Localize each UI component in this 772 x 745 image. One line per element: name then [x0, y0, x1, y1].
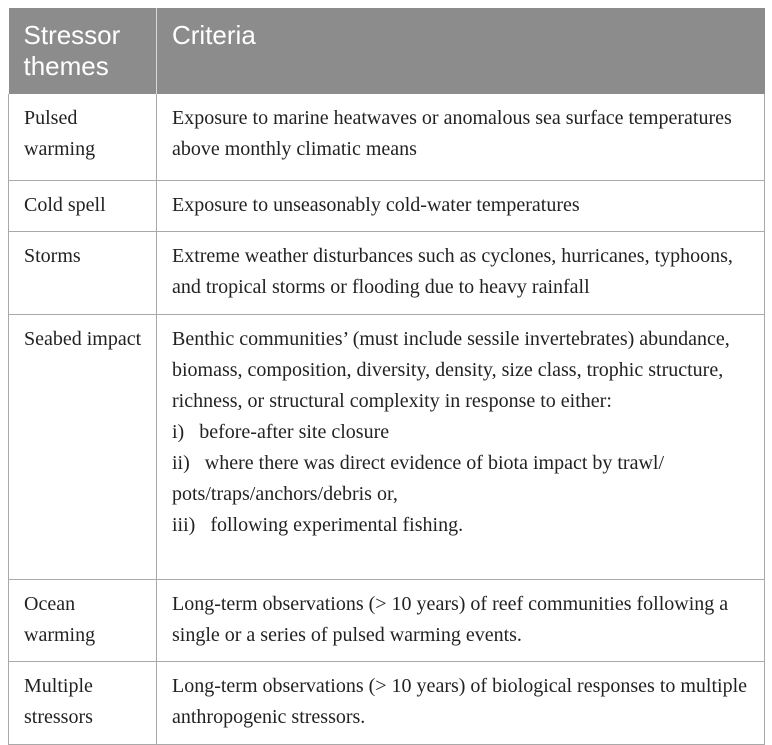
- criteria-cell: Long-term observations (> 10 years) of biological responses to multiple anthropogenic stressors.: [157, 661, 765, 744]
- theme-cell: Storms: [9, 231, 157, 314]
- theme-cell: Pulsed warming: [9, 94, 157, 180]
- theme-cell: Multiple stressors: [9, 661, 157, 744]
- header-criteria: Criteria: [157, 8, 765, 94]
- stressor-criteria-table: [8, 8, 765, 745]
- theme-cell: Seabed impact: [9, 314, 157, 579]
- list-number: iii): [172, 513, 196, 536]
- criteria-cell: Exposure to unseasonably cold-water temperatures: [157, 180, 765, 231]
- criteria-cell: Extreme weather disturbances such as cyclones, hurricanes, typhoons, and tropical storms or flooding due to heavy rainfall: [157, 231, 765, 314]
- criteria-cell: [157, 314, 765, 579]
- criteria-cell: Exposure to marine heatwaves or anomalous sea surface temperatures above monthly climatic means: [157, 94, 765, 180]
- table-row: [9, 661, 765, 744]
- table-header-row: [9, 8, 765, 94]
- theme-cell: Ocean warming: [9, 579, 157, 661]
- list-number: ii): [172, 451, 190, 474]
- header-stressor-themes: Stressor themes: [23, 20, 121, 81]
- list-item: [172, 448, 756, 510]
- table-row: [9, 579, 765, 661]
- criteria-cell: Long-term observations (> 10 years) of reef communities following a single or a series of pulsed warming events.: [157, 579, 765, 661]
- list-item: [172, 417, 756, 448]
- table-row: [9, 314, 765, 579]
- theme-cell: Cold spell: [9, 180, 157, 231]
- table-row: [9, 231, 765, 314]
- criteria-text: Benthic communities’ (must include sessile invertebrates) abundance, biomass, composition, diversity, density, size class, trophic structure, richness, or structural complexity in response to either:: [172, 327, 730, 412]
- list-number: i): [172, 420, 185, 443]
- list-item: [172, 510, 756, 541]
- list-text: before-after site closure: [199, 420, 390, 443]
- table-row: [9, 94, 765, 180]
- list-text: where there was direct evidence of biota impact by trawl/ pots/traps/anchors/debris or,: [172, 451, 665, 505]
- list-text: following experimental fishing.: [210, 513, 464, 536]
- table-row: [9, 180, 765, 231]
